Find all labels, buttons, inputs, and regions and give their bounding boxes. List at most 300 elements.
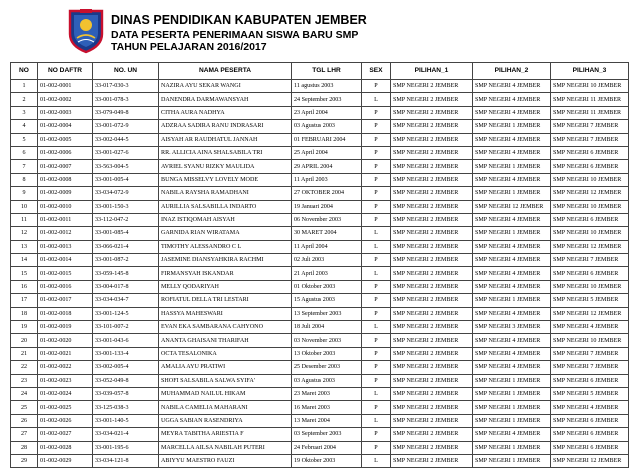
table-row (11, 80, 629, 93)
cell-no: 22 (11, 361, 38, 374)
cell-no-un: 33-079-049-8 (93, 106, 159, 119)
cell-nama-peserta: FIRMANSYAH ISKANDAR (159, 267, 292, 280)
cell-pilihan-2: SMP NEGERI 4 JEMBER (473, 133, 551, 146)
cell-pilihan-3: SMP NEGERI 6 JEMBER (551, 267, 629, 280)
table-row (11, 428, 629, 441)
cell-pilihan-2: SMP NEGERI 4 JEMBER (473, 334, 551, 347)
cell-no-un: 33-052-049-8 (93, 374, 159, 387)
participants-table (10, 62, 629, 468)
table-row (11, 200, 629, 213)
cell-no-un: 33-563-004-5 (93, 160, 159, 173)
document-header (0, 0, 638, 66)
cell-nama-peserta: EVAN EKA SAMBARANA CAHYONO (159, 321, 292, 334)
cell-sex: P (362, 441, 391, 454)
cell-pilihan-3: SMP NEGERI 7 JEMBER (551, 133, 629, 146)
cell-pilihan-3: SMP NEGERI 6 JEMBER (551, 441, 629, 454)
cell-pilihan-2: SMP NEGERI 1 JEMBER (473, 120, 551, 133)
cell-pilihan-2: SMP NEGERI 4 JEMBER (473, 93, 551, 106)
cell-pilihan-2: SMP NEGERI 4 JEMBER (473, 80, 551, 93)
cell-pilihan-1: SMP NEGERI 2 JEMBER (391, 428, 473, 441)
cell-pilihan-3: SMP NEGERI 11 JEMBER (551, 106, 629, 119)
table-row (11, 120, 629, 133)
cell-pilihan-1: SMP NEGERI 2 JEMBER (391, 307, 473, 320)
table-row (11, 240, 629, 253)
cell-pilihan-1: SMP NEGERI 2 JEMBER (391, 93, 473, 106)
table-row (11, 106, 629, 119)
cell-no-un: 33-001-195-6 (93, 441, 159, 454)
cell-pilihan-2: SMP NEGERI 4 JEMBER (473, 173, 551, 186)
cell-no: 6 (11, 146, 38, 159)
cell-pilihan-1: SMP NEGERI 2 JEMBER (391, 146, 473, 159)
cell-no: 27 (11, 428, 38, 441)
cell-no: 4 (11, 120, 38, 133)
cell-sex: P (362, 280, 391, 293)
cell-pilihan-3: SMP NEGERI 4 JEMBER (551, 401, 629, 414)
cell-sex: P (362, 213, 391, 226)
cell-no-un: 33-001-043-6 (93, 334, 159, 347)
cell-no-un: 33-002-044-5 (93, 133, 159, 146)
cell-tgl-lahir: 11 agustus 2003 (292, 80, 362, 93)
cell-no-daftar: 01-002-0023 (38, 374, 93, 387)
cell-tgl-lahir: 23 April 2004 (292, 106, 362, 119)
cell-pilihan-2: SMP NEGERI 3 JEMBER (473, 321, 551, 334)
cell-no-daftar: 01-002-0027 (38, 428, 93, 441)
cell-tgl-lahir: 25 April 2004 (292, 146, 362, 159)
table-row (11, 173, 629, 186)
cell-no: 23 (11, 374, 38, 387)
cell-no: 28 (11, 441, 38, 454)
cell-pilihan-1: SMP NEGERI 2 JEMBER (391, 414, 473, 427)
cell-no-un: 33-112-047-2 (93, 213, 159, 226)
cell-nama-peserta: MELLY QODARIYAH (159, 280, 292, 293)
cell-no-daftar: 01-002-0002 (38, 93, 93, 106)
cell-tgl-lahir: 30 MARET 2004 (292, 227, 362, 240)
cell-tgl-lahir: 19 Oktober 2003 (292, 454, 362, 467)
cell-pilihan-1: SMP NEGERI 2 JEMBER (391, 347, 473, 360)
table-row (11, 361, 629, 374)
cell-no: 7 (11, 160, 38, 173)
cell-pilihan-3: SMP NEGERI 4 JEMBER (551, 321, 629, 334)
cell-sex: L (362, 240, 391, 253)
cell-no: 29 (11, 454, 38, 467)
cell-sex: P (362, 173, 391, 186)
cell-no-daftar: 01-002-0008 (38, 173, 93, 186)
cell-pilihan-2: SMP NEGERI 4 JEMBER (473, 240, 551, 253)
cell-no: 18 (11, 307, 38, 320)
cell-no-un: 33-034-034-7 (93, 294, 159, 307)
cell-no: 26 (11, 414, 38, 427)
cell-pilihan-3: SMP NEGERI 7 JEMBER (551, 361, 629, 374)
cell-no-un: 33-002-005-4 (93, 361, 159, 374)
cell-tgl-lahir: 03 September 2003 (292, 428, 362, 441)
table-row (11, 374, 629, 387)
cell-pilihan-3: SMP NEGERI 6 JEMBER (551, 374, 629, 387)
table-row (11, 93, 629, 106)
cell-no-un: 33-125-038-3 (93, 401, 159, 414)
cell-no: 9 (11, 187, 38, 200)
cell-no: 13 (11, 240, 38, 253)
cell-nama-peserta: INAZ ISTIQOMAH AISYAH (159, 213, 292, 226)
cell-nama-peserta: MUHAMMAD NAILUL HIKAM (159, 387, 292, 400)
cell-nama-peserta: MARCELLA AILSA NABILAH PUTERI (159, 441, 292, 454)
cell-no-un: 33-001-085-4 (93, 227, 159, 240)
cell-no-un: 33-001-078-3 (93, 93, 159, 106)
cell-no-daftar: 01-002-0009 (38, 187, 93, 200)
cell-pilihan-2: SMP NEGERI 4 JEMBER (473, 428, 551, 441)
cell-pilihan-2: SMP NEGERI 1 JEMBER (473, 160, 551, 173)
cell-pilihan-2: SMP NEGERI 4 JEMBER (473, 254, 551, 267)
cell-pilihan-2: SMP NEGERI 1 JEMBER (473, 387, 551, 400)
cell-pilihan-1: SMP NEGERI 2 JEMBER (391, 374, 473, 387)
agency-title: DINAS PENDIDIKAN KABUPATEN JEMBER (111, 13, 367, 27)
cell-pilihan-3: SMP NEGERI 10 JEMBER (551, 80, 629, 93)
cell-pilihan-1: SMP NEGERI 2 JEMBER (391, 80, 473, 93)
cell-pilihan-1: SMP NEGERI 2 JEMBER (391, 267, 473, 280)
cell-pilihan-3: SMP NEGERI 10 JEMBER (551, 334, 629, 347)
cell-no: 3 (11, 106, 38, 119)
cell-no-un: 33-034-121-8 (93, 454, 159, 467)
cell-no-un: 33-059-145-8 (93, 267, 159, 280)
cell-pilihan-1: SMP NEGERI 2 JEMBER (391, 240, 473, 253)
table-row (11, 334, 629, 347)
cell-no-un: 33-001-087-2 (93, 254, 159, 267)
cell-pilihan-2: SMP NEGERI 4 JEMBER (473, 146, 551, 159)
column-header-no-un: NO. UN (93, 63, 159, 80)
cell-nama-peserta: AMALIA AYU PRATIWI (159, 361, 292, 374)
cell-no-daftar: 01-002-0025 (38, 401, 93, 414)
cell-pilihan-3: SMP NEGERI 7 JEMBER (551, 254, 629, 267)
cell-no: 11 (11, 213, 38, 226)
table-row (11, 213, 629, 226)
cell-sex: L (362, 414, 391, 427)
cell-nama-peserta: ANANTA GHAISANI THARIFAH (159, 334, 292, 347)
cell-no: 19 (11, 321, 38, 334)
cell-tgl-lahir: 11 April 2004 (292, 240, 362, 253)
cell-tgl-lahir: 03 Agustus 2003 (292, 120, 362, 133)
cell-nama-peserta: MEYRA TABITHA ARIESTIA F (159, 428, 292, 441)
cell-pilihan-2: SMP NEGERI 1 JEMBER (473, 227, 551, 240)
cell-sex: P (362, 428, 391, 441)
cell-pilihan-1: SMP NEGERI 2 JEMBER (391, 106, 473, 119)
cell-no-un: 33-039-057-8 (93, 387, 159, 400)
cell-sex: L (362, 387, 391, 400)
cell-pilihan-3: SMP NEGERI 6 JEMBER (551, 414, 629, 427)
cell-tgl-lahir: 03 November 2003 (292, 334, 362, 347)
column-header-pilihan-3: PILIHAN_3 (551, 63, 629, 80)
cell-nama-peserta: AURILLIA SALSABILLA INDARTO (159, 200, 292, 213)
cell-pilihan-1: SMP NEGERI 2 JEMBER (391, 280, 473, 293)
cell-tgl-lahir: 24 September 2003 (292, 93, 362, 106)
table-row (11, 146, 629, 159)
cell-no-un: 33-001-133-4 (93, 347, 159, 360)
cell-nama-peserta: AVRIEL SYANU RIZKY MAULIDA (159, 160, 292, 173)
cell-sex: P (362, 120, 391, 133)
cell-pilihan-2: SMP NEGERI 4 JEMBER (473, 307, 551, 320)
cell-no-daftar: 01-002-0001 (38, 80, 93, 93)
cell-pilihan-3: SMP NEGERI 12 JEMBER (551, 187, 629, 200)
cell-tgl-lahir: 13 Oktober 2003 (292, 347, 362, 360)
cell-nama-peserta: JASEMINE DIANSYAHKIRA RACHMI (159, 254, 292, 267)
cell-nama-peserta: UGGA SABIAN RASENDRIYA (159, 414, 292, 427)
cell-tgl-lahir: 19 Januari 2004 (292, 200, 362, 213)
cell-nama-peserta: CITHA AURA NADHYA (159, 106, 292, 119)
cell-pilihan-2: SMP NEGERI 1 JEMBER (473, 454, 551, 467)
cell-sex: P (362, 294, 391, 307)
cell-no-un: 33-017-030-3 (93, 80, 159, 93)
table-row (11, 321, 629, 334)
cell-pilihan-1: SMP NEGERI 2 JEMBER (391, 200, 473, 213)
cell-pilihan-3: SMP NEGERI 12 JEMBER (551, 307, 629, 320)
cell-pilihan-3: SMP NEGERI 10 JEMBER (551, 280, 629, 293)
cell-nama-peserta: OCTA TESALONIKA (159, 347, 292, 360)
table-row (11, 401, 629, 414)
cell-pilihan-3: SMP NEGERI 6 JEMBER (551, 160, 629, 173)
cell-no-un: 33-101-007-2 (93, 321, 159, 334)
cell-sex: P (362, 334, 391, 347)
cell-pilihan-3: SMP NEGERI 10 JEMBER (551, 227, 629, 240)
cell-pilihan-1: SMP NEGERI 2 JEMBER (391, 454, 473, 467)
cell-pilihan-2: SMP NEGERI 1 JEMBER (473, 401, 551, 414)
cell-pilihan-1: SMP NEGERI 2 JEMBER (391, 387, 473, 400)
cell-pilihan-2: SMP NEGERI 4 JEMBER (473, 267, 551, 280)
cell-no-daftar: 01-002-0014 (38, 254, 93, 267)
cell-pilihan-2: SMP NEGERI 4 JEMBER (473, 213, 551, 226)
cell-sex: P (362, 361, 391, 374)
cell-no: 20 (11, 334, 38, 347)
cell-no-daftar: 01-002-0019 (38, 321, 93, 334)
cell-nama-peserta: DANENDRA DARMAWANSYAH (159, 93, 292, 106)
cell-no-daftar: 01-002-0003 (38, 106, 93, 119)
cell-tgl-lahir: 11 April 2003 (292, 173, 362, 186)
cell-no-daftar: 01-002-0013 (38, 240, 93, 253)
cell-sex: P (362, 200, 391, 213)
cell-no-un: 33-066-021-4 (93, 240, 159, 253)
cell-nama-peserta: TIMOTHY ALESSANDRO C L (159, 240, 292, 253)
cell-nama-peserta: ADZRAA SADIRA RANU INDRASARI (159, 120, 292, 133)
table-row (11, 280, 629, 293)
cell-no-daftar: 01-002-0029 (38, 454, 93, 467)
cell-no-un: 33-001-005-4 (93, 173, 159, 186)
cell-pilihan-3: SMP NEGERI 12 JEMBER (551, 240, 629, 253)
cell-no: 5 (11, 133, 38, 146)
cell-pilihan-3: SMP NEGERI 6 JEMBER (551, 146, 629, 159)
cell-pilihan-3: SMP NEGERI 7 JEMBER (551, 347, 629, 360)
cell-nama-peserta: SHOFI SALSABILA SALWA SYIFA' (159, 374, 292, 387)
cell-pilihan-1: SMP NEGERI 2 JEMBER (391, 321, 473, 334)
cell-sex: L (362, 454, 391, 467)
cell-pilihan-2: SMP NEGERI 4 JEMBER (473, 361, 551, 374)
cell-tgl-lahir: 25 Desember 2003 (292, 361, 362, 374)
cell-no-daftar: 01-002-0004 (38, 120, 93, 133)
cell-no-daftar: 01-002-0011 (38, 213, 93, 226)
column-header-sex: SEX (362, 63, 391, 80)
cell-pilihan-2: SMP NEGERI 1 JEMBER (473, 294, 551, 307)
table-row (11, 347, 629, 360)
cell-pilihan-2: SMP NEGERI 1 JEMBER (473, 441, 551, 454)
table-row (11, 254, 629, 267)
cell-sex: P (362, 374, 391, 387)
cell-nama-peserta: NABILA RAYSHA RAMADHANI (159, 187, 292, 200)
cell-tgl-lahir: 02 Juli 2003 (292, 254, 362, 267)
cell-no-daftar: 01-002-0024 (38, 387, 93, 400)
cell-sex: P (362, 347, 391, 360)
cell-nama-peserta: BUNGA MISSELVY LOVELY MODE (159, 173, 292, 186)
cell-pilihan-3: SMP NEGERI 5 JEMBER (551, 294, 629, 307)
cell-no-daftar: 01-002-0010 (38, 200, 93, 213)
cell-pilihan-1: SMP NEGERI 2 JEMBER (391, 441, 473, 454)
cell-tgl-lahir: 06 November 2003 (292, 213, 362, 226)
cell-no-un: 33-001-027-6 (93, 146, 159, 159)
cell-sex: P (362, 106, 391, 119)
column-header-pilihan-1: PILIHAN_1 (391, 63, 473, 80)
cell-tgl-lahir: 27 OKTOBER 2004 (292, 187, 362, 200)
table-row (11, 441, 629, 454)
table-row (11, 160, 629, 173)
cell-pilihan-3: SMP NEGERI 11 JEMBER (551, 93, 629, 106)
cell-no-daftar: 01-002-0007 (38, 160, 93, 173)
cell-tgl-lahir: 18 Juli 2004 (292, 321, 362, 334)
column-header-pilihan-2: PILIHAN_2 (473, 63, 551, 80)
cell-no-daftar: 01-002-0028 (38, 441, 93, 454)
table-row (11, 133, 629, 146)
cell-pilihan-1: SMP NEGERI 2 JEMBER (391, 254, 473, 267)
cell-no: 8 (11, 173, 38, 186)
cell-no: 15 (11, 267, 38, 280)
cell-pilihan-2: SMP NEGERI 4 JEMBER (473, 106, 551, 119)
cell-pilihan-1: SMP NEGERI 2 JEMBER (391, 160, 473, 173)
cell-pilihan-3: SMP NEGERI 6 JEMBER (551, 213, 629, 226)
cell-nama-peserta: HASSYA MAHESWARI (159, 307, 292, 320)
cell-tgl-lahir: 29 APRIL 2004 (292, 160, 362, 173)
cell-pilihan-1: SMP NEGERI 2 JEMBER (391, 120, 473, 133)
cell-tgl-lahir: 15 Agustus 2003 (292, 294, 362, 307)
cell-tgl-lahir: 01 Oktober 2003 (292, 280, 362, 293)
cell-no-daftar: 01-002-0018 (38, 307, 93, 320)
table-row (11, 387, 629, 400)
table-row (11, 454, 629, 467)
cell-nama-peserta: RR. ALLICIA AINA SHALSABILA TRI (159, 146, 292, 159)
table-row (11, 414, 629, 427)
cell-pilihan-1: SMP NEGERI 2 JEMBER (391, 294, 473, 307)
cell-pilihan-1: SMP NEGERI 2 JEMBER (391, 401, 473, 414)
cell-no-daftar: 01-002-0017 (38, 294, 93, 307)
cell-tgl-lahir: 01 FEBRUARI 2004 (292, 133, 362, 146)
cell-no-daftar: 01-002-0021 (38, 347, 93, 360)
cell-pilihan-3: SMP NEGERI 5 JEMBER (551, 387, 629, 400)
column-header-no-daftar: NO DAFTR (38, 63, 93, 80)
cell-pilihan-3: SMP NEGERI 12 JEMBER (551, 454, 629, 467)
cell-no: 1 (11, 80, 38, 93)
jember-regency-emblem-icon (66, 8, 106, 54)
cell-nama-peserta: ABIYYU MAESTRO FAUZI (159, 454, 292, 467)
cell-no: 21 (11, 347, 38, 360)
cell-pilihan-1: SMP NEGERI 2 JEMBER (391, 361, 473, 374)
cell-tgl-lahir: 16 Maret 2003 (292, 401, 362, 414)
cell-no: 24 (11, 387, 38, 400)
cell-pilihan-2: SMP NEGERI 1 JEMBER (473, 414, 551, 427)
cell-sex: L (362, 227, 391, 240)
cell-no-un: 33-001-072-9 (93, 120, 159, 133)
cell-no: 2 (11, 93, 38, 106)
cell-sex: P (362, 146, 391, 159)
cell-pilihan-3: SMP NEGERI 6 JEMBER (551, 428, 629, 441)
cell-no-un: 33-001-124-5 (93, 307, 159, 320)
column-header-tgl-lahir: TGL LHR (292, 63, 362, 80)
cell-pilihan-2: SMP NEGERI 12 JEMBER (473, 200, 551, 213)
cell-pilihan-2: SMP NEGERI 4 JEMBER (473, 347, 551, 360)
cell-no-un: 33-001-140-5 (93, 414, 159, 427)
cell-sex: P (362, 401, 391, 414)
cell-pilihan-1: SMP NEGERI 2 JEMBER (391, 213, 473, 226)
cell-sex: L (362, 321, 391, 334)
cell-no-daftar: 01-002-0022 (38, 361, 93, 374)
cell-sex: P (362, 254, 391, 267)
cell-pilihan-2: SMP NEGERI 1 JEMBER (473, 187, 551, 200)
cell-sex: P (362, 133, 391, 146)
table-row (11, 227, 629, 240)
table-row (11, 294, 629, 307)
cell-pilihan-2: SMP NEGERI 1 JEMBER (473, 374, 551, 387)
cell-no: 14 (11, 254, 38, 267)
cell-no-daftar: 01-002-0016 (38, 280, 93, 293)
cell-sex: L (362, 93, 391, 106)
cell-pilihan-1: SMP NEGERI 2 JEMBER (391, 334, 473, 347)
table-row (11, 187, 629, 200)
cell-pilihan-1: SMP NEGERI 2 JEMBER (391, 173, 473, 186)
cell-no-daftar: 01-002-0020 (38, 334, 93, 347)
cell-pilihan-3: SMP NEGERI 10 JEMBER (551, 173, 629, 186)
cell-tgl-lahir: 24 Februari 2004 (292, 441, 362, 454)
cell-nama-peserta: GARNIDA RIAN WIRATAMA (159, 227, 292, 240)
cell-pilihan-3: SMP NEGERI 7 JEMBER (551, 120, 629, 133)
cell-no-daftar: 01-002-0012 (38, 227, 93, 240)
cell-tgl-lahir: 21 April 2003 (292, 267, 362, 280)
cell-sex: P (362, 160, 391, 173)
table-body (11, 80, 629, 468)
cell-no-daftar: 01-002-0026 (38, 414, 93, 427)
cell-tgl-lahir: 13 September 2003 (292, 307, 362, 320)
table-row (11, 267, 629, 280)
cell-no-daftar: 01-002-0005 (38, 133, 93, 146)
cell-sex: P (362, 80, 391, 93)
document-subtitle: DATA PESERTA PENERIMAAN SISWA BARU SMP (111, 29, 359, 41)
cell-tgl-lahir: 23 Maret 2003 (292, 387, 362, 400)
cell-no-un: 33-034-021-4 (93, 428, 159, 441)
table-header-row (11, 63, 629, 80)
cell-nama-peserta: NABILA CAMELIA MAHARANI (159, 401, 292, 414)
cell-sex: L (362, 267, 391, 280)
academic-year: TAHUN PELAJARAN 2016/2017 (111, 41, 267, 53)
cell-pilihan-1: SMP NEGERI 2 JEMBER (391, 133, 473, 146)
cell-tgl-lahir: 13 Maret 2004 (292, 414, 362, 427)
cell-pilihan-1: SMP NEGERI 2 JEMBER (391, 187, 473, 200)
cell-no-daftar: 01-002-0015 (38, 267, 93, 280)
cell-pilihan-2: SMP NEGERI 4 JEMBER (473, 280, 551, 293)
cell-no: 12 (11, 227, 38, 240)
cell-no: 25 (11, 401, 38, 414)
cell-no-daftar: 01-002-0006 (38, 146, 93, 159)
cell-no-un: 33-034-072-9 (93, 187, 159, 200)
cell-pilihan-1: SMP NEGERI 2 JEMBER (391, 227, 473, 240)
cell-no-un: 33-001-150-3 (93, 200, 159, 213)
column-header-no: NO (11, 63, 38, 80)
cell-no-un: 33-004-017-8 (93, 280, 159, 293)
cell-nama-peserta: ROFIATUL DELLA TRI LESTARI (159, 294, 292, 307)
cell-pilihan-3: SMP NEGERI 10 JEMBER (551, 200, 629, 213)
cell-nama-peserta: NAZIRA AYU SEKAR WANGI (159, 80, 292, 93)
cell-sex: P (362, 187, 391, 200)
cell-no: 10 (11, 200, 38, 213)
